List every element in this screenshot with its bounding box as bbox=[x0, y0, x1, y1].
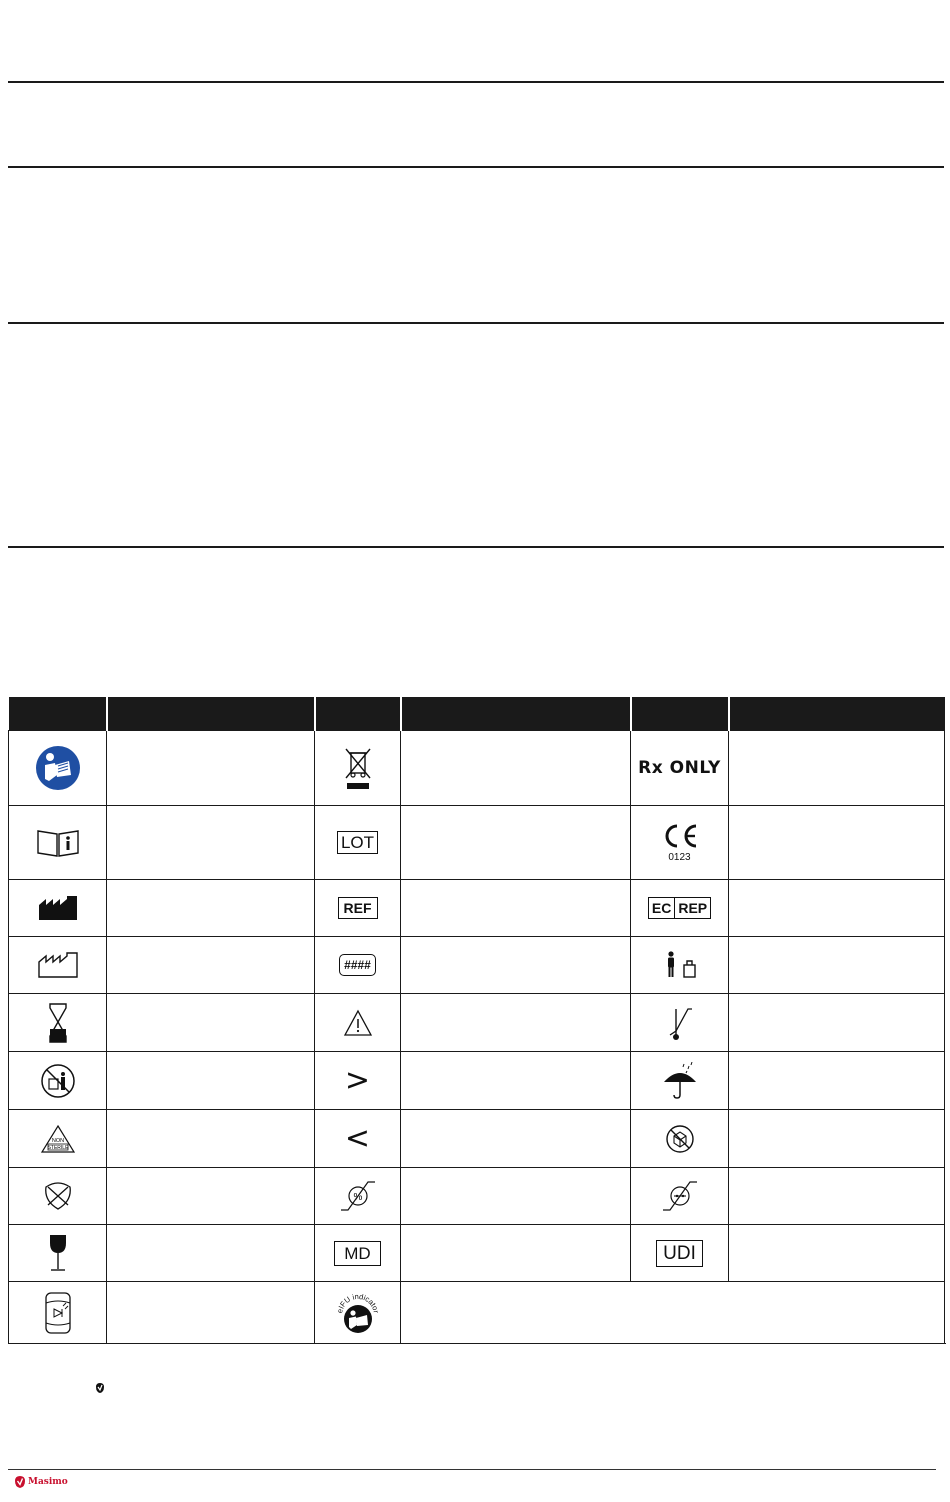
table-row bbox=[9, 1110, 945, 1168]
do-not-use-damaged-package-icon bbox=[665, 1124, 695, 1154]
description-cell bbox=[107, 1225, 315, 1282]
ec-rep-icon bbox=[648, 897, 711, 919]
symbol-cell bbox=[9, 1110, 107, 1168]
sterile-label: STERILE bbox=[47, 1144, 68, 1151]
description-cell bbox=[107, 880, 315, 937]
consult-instructions-icon bbox=[36, 828, 80, 858]
description-cell bbox=[729, 994, 945, 1052]
symbol-cell bbox=[9, 1282, 107, 1344]
description-cell bbox=[729, 1110, 945, 1168]
use-by-hourglass-icon bbox=[48, 1003, 68, 1043]
description-cell bbox=[729, 1052, 945, 1110]
table-row bbox=[9, 806, 945, 880]
symbol-cell bbox=[631, 1168, 729, 1225]
greater-than-icon: > bbox=[344, 1062, 371, 1098]
symbol-cell bbox=[315, 994, 401, 1052]
table-row bbox=[9, 1282, 945, 1344]
symbol-cell bbox=[631, 937, 729, 994]
symbol-cell bbox=[9, 731, 107, 806]
symbol-cell bbox=[315, 937, 401, 994]
humidity-limit-icon bbox=[338, 1178, 378, 1214]
non-label: NON bbox=[51, 1137, 64, 1144]
lot-box-icon: LOT bbox=[337, 831, 378, 854]
efu-indicator-icon bbox=[334, 1289, 382, 1337]
footer-rule bbox=[8, 1469, 936, 1470]
non-sterile-icon bbox=[40, 1124, 76, 1154]
masimo-logo bbox=[14, 1474, 68, 1490]
section-rule-2 bbox=[8, 166, 944, 168]
symbol-cell bbox=[9, 1168, 107, 1225]
latex-free-icon bbox=[42, 1181, 74, 1211]
description-cell bbox=[401, 1052, 631, 1110]
symbol-cell bbox=[315, 1225, 401, 1282]
header-description-2 bbox=[401, 697, 631, 731]
symbol-cell bbox=[631, 1225, 729, 1282]
description-cell bbox=[729, 880, 945, 937]
ec-label: EC bbox=[649, 898, 675, 918]
rep-label: REP bbox=[678, 900, 708, 916]
not-household-waste-icon bbox=[40, 1063, 76, 1099]
description-cell bbox=[107, 1282, 315, 1344]
keep-dry-umbrella-icon bbox=[662, 1062, 698, 1100]
description-cell bbox=[729, 731, 945, 806]
description-cell bbox=[401, 937, 631, 994]
description-cell bbox=[401, 1225, 631, 1282]
manufacturer-icon bbox=[37, 895, 79, 921]
weee-crossed-bin-icon bbox=[343, 745, 373, 791]
symbol-cell bbox=[9, 880, 107, 937]
header-symbol-1 bbox=[9, 697, 107, 731]
symbol-cell bbox=[631, 1110, 729, 1168]
symbols-table bbox=[8, 697, 945, 1344]
ce-mark-icon bbox=[660, 823, 700, 849]
atmospheric-pressure-limit-icon bbox=[660, 1178, 700, 1214]
table-row bbox=[9, 1225, 945, 1282]
description-cell bbox=[107, 806, 315, 880]
body-weight-icon bbox=[663, 951, 697, 979]
follow-instructions-blue-icon bbox=[35, 745, 81, 791]
description-cell bbox=[729, 806, 945, 880]
symbol-cell bbox=[631, 1052, 729, 1110]
table-row bbox=[9, 880, 945, 937]
symbol-cell bbox=[315, 1168, 401, 1225]
description-cell bbox=[401, 994, 631, 1052]
symbol-cell bbox=[9, 1052, 107, 1110]
header-description-1 bbox=[107, 697, 315, 731]
table-row bbox=[9, 937, 945, 994]
symbol-cell bbox=[315, 1052, 401, 1110]
section-rule-3 bbox=[8, 322, 944, 324]
symbol-cell bbox=[315, 880, 401, 937]
symbol-cell bbox=[9, 994, 107, 1052]
symbol-cell bbox=[631, 994, 729, 1052]
ce-notified-body-number: 0123 bbox=[668, 851, 691, 863]
symbol-cell bbox=[315, 1282, 401, 1344]
date-of-manufacture-icon bbox=[37, 952, 79, 978]
description-cell bbox=[107, 994, 315, 1052]
description-cell bbox=[107, 731, 315, 806]
temperature-limit-icon bbox=[666, 1003, 694, 1043]
description-cell bbox=[107, 1052, 315, 1110]
section-rule-4 bbox=[8, 546, 944, 548]
symbol-cell bbox=[631, 731, 729, 806]
section-rule-1 bbox=[8, 81, 944, 83]
description-cell bbox=[729, 1225, 945, 1282]
description-cell bbox=[107, 1168, 315, 1225]
header-symbol-2 bbox=[315, 697, 401, 731]
symbol-cell bbox=[9, 937, 107, 994]
masimo-logo-text: Masimo bbox=[28, 1477, 68, 1487]
symbol-cell bbox=[315, 1110, 401, 1168]
symbol-cell bbox=[9, 1225, 107, 1282]
header-symbol-3 bbox=[631, 697, 729, 731]
table-row bbox=[9, 731, 945, 806]
table-row bbox=[9, 994, 945, 1052]
description-cell bbox=[401, 806, 631, 880]
ref-box-icon: REF bbox=[338, 897, 378, 919]
description-cell bbox=[729, 937, 945, 994]
md-box-icon: MD bbox=[334, 1241, 380, 1266]
table-row bbox=[9, 1168, 945, 1225]
header-description-3 bbox=[729, 697, 945, 731]
symbol-cell bbox=[631, 880, 729, 937]
symbol-cell bbox=[315, 731, 401, 806]
description-cell-wide bbox=[401, 1282, 945, 1344]
rx-only-text: Rx ONLY bbox=[638, 758, 721, 778]
description-cell bbox=[107, 937, 315, 994]
masimo-mark-icon bbox=[95, 1382, 105, 1394]
description-cell bbox=[401, 731, 631, 806]
symbol-cell bbox=[9, 806, 107, 880]
description-cell bbox=[401, 880, 631, 937]
symbol-cell bbox=[315, 806, 401, 880]
table-row bbox=[9, 1052, 945, 1110]
description-cell bbox=[729, 1168, 945, 1225]
percent-label: % bbox=[353, 1192, 362, 1203]
udi-box-icon: UDI bbox=[656, 1240, 703, 1267]
caution-triangle-icon bbox=[343, 1009, 373, 1037]
description-cell bbox=[401, 1168, 631, 1225]
masimo-logo-icon bbox=[14, 1475, 26, 1489]
description-cell bbox=[107, 1110, 315, 1168]
description-cell bbox=[401, 1110, 631, 1168]
table-header-row bbox=[9, 697, 945, 731]
efu-indicator-label: eIFU indicator bbox=[334, 1291, 381, 1314]
sensor-led-icon bbox=[44, 1291, 72, 1335]
fragile-glass-icon bbox=[47, 1233, 69, 1273]
symbol-cell bbox=[631, 806, 729, 880]
serial-number-icon: #### bbox=[339, 954, 376, 976]
less-than-icon: < bbox=[344, 1120, 371, 1156]
